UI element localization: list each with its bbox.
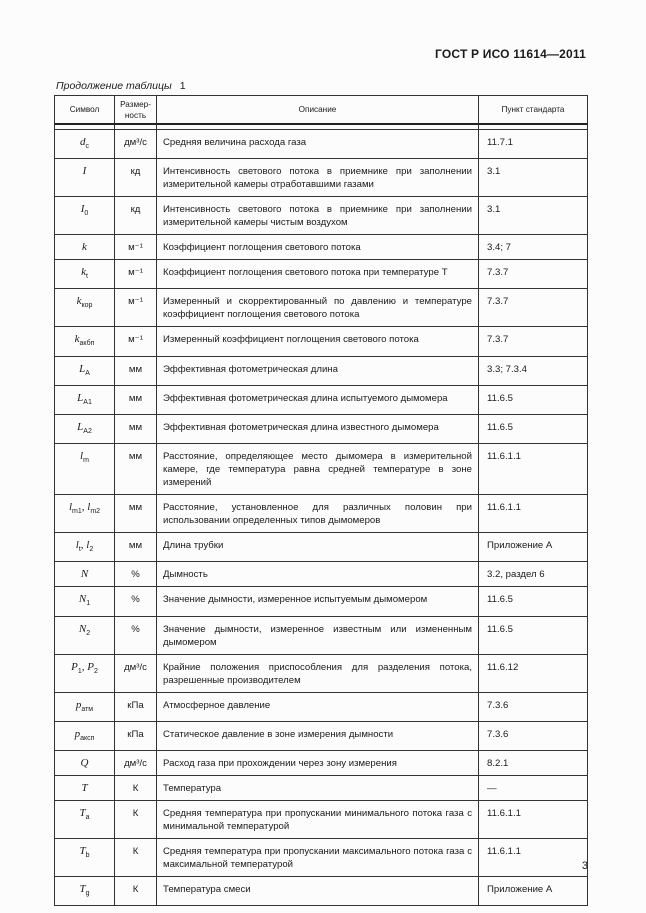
reference-cell: 3.1 xyxy=(479,197,588,235)
symbol-subscript: A2 xyxy=(83,428,92,436)
unit-cell: К xyxy=(115,876,157,905)
symbol-cell xyxy=(55,327,115,356)
symbol-subscript: t xyxy=(85,273,88,281)
symbol-cell xyxy=(55,587,115,616)
unit-cell: % xyxy=(115,616,157,654)
symbol-subscript: b xyxy=(85,852,90,860)
table-row xyxy=(55,414,588,443)
reference-cell: — xyxy=(479,775,588,800)
symbol-letter: l xyxy=(87,501,91,514)
symbol-letter: k xyxy=(82,241,87,254)
symbol-letter: L xyxy=(79,362,86,375)
symbol-separator: , xyxy=(81,660,88,673)
unit-cell: м⁻¹ xyxy=(115,260,157,289)
table-row xyxy=(55,130,588,159)
symbol-cell xyxy=(55,654,115,692)
symbol-cell xyxy=(55,197,115,235)
symbol-subscript: 2 xyxy=(89,546,94,554)
symbol-letter: p xyxy=(74,727,81,740)
description-cell: Интенсивность светового потока в приемнике при заполнении измерительной камеры чистым воздухом xyxy=(157,197,479,235)
symbol-subscript: m xyxy=(83,457,89,465)
symbol-cell xyxy=(55,562,115,587)
symbol-letter: P xyxy=(87,660,94,673)
description-cell: Крайние положения приспособления для разделения потока, разрешенные производителем xyxy=(157,654,479,692)
description-cell: Измеренный и скорректированный по давлению и температуре коэффициент поглощения светового потока xyxy=(157,289,479,327)
description-cell: Значение дымности, измеренное испытуемым дымомером xyxy=(157,587,479,616)
symbol-subscript: m1 xyxy=(72,508,82,516)
unit-header-text: Размер- ность xyxy=(120,99,151,120)
symbol-cell xyxy=(55,616,115,654)
symbol-subscript: a xyxy=(85,814,90,822)
unit-cell: дм³/с xyxy=(115,750,157,775)
table-row xyxy=(55,197,588,235)
symbols-table xyxy=(54,95,588,906)
unit-cell: мм xyxy=(115,533,157,562)
description-cell: Расстояние, определяющее место дымомера в измерительной камере, где температура равна средней температуре в зоне измерений xyxy=(157,444,479,495)
reference-cell: 11.6.1.1 xyxy=(479,495,588,533)
table-row xyxy=(55,444,588,495)
symbol-cell xyxy=(55,444,115,495)
reference-cell: Приложение А xyxy=(479,533,588,562)
table-caption xyxy=(56,80,186,92)
column-header-reference: Пункт стандарта xyxy=(479,96,588,125)
unit-cell: м⁻¹ xyxy=(115,327,157,356)
table-body xyxy=(55,124,588,906)
symbol-subscript: c xyxy=(85,143,89,151)
symbol-letter: k xyxy=(74,333,80,346)
table-row xyxy=(55,692,588,721)
table-row xyxy=(55,562,588,587)
symbol-cell xyxy=(55,130,115,159)
symbol-letter: d xyxy=(80,136,86,148)
symbol-cell xyxy=(55,775,115,800)
table-row xyxy=(55,356,588,385)
symbol-subscript: кор xyxy=(81,302,93,310)
reference-cell: 11.6.5 xyxy=(479,385,588,414)
description-cell: Длина трубки xyxy=(157,533,479,562)
symbol-cell xyxy=(55,289,115,327)
symbol-letter: I xyxy=(82,165,87,178)
symbol-subscript: A1 xyxy=(83,398,92,406)
symbol-separator: , xyxy=(80,539,87,552)
symbol-cell xyxy=(55,260,115,289)
symbol-cell xyxy=(55,533,115,562)
column-header-unit xyxy=(115,96,157,125)
symbol-subscript: t xyxy=(78,546,81,554)
symbol-letter: T xyxy=(79,844,86,857)
symbol-subscript: 1 xyxy=(77,667,82,675)
symbol-letter: L xyxy=(77,391,84,404)
unit-cell: кПа xyxy=(115,721,157,750)
description-cell: Средняя температура при пропускании минимального потока газа с минимальной температурой xyxy=(157,800,479,838)
description-cell: Коэффициент поглощения светового потока при температуре T xyxy=(157,260,479,289)
unit-cell: К xyxy=(115,800,157,838)
symbol-cell xyxy=(55,495,115,533)
table-row xyxy=(55,775,588,800)
symbol-letter: P xyxy=(71,660,78,673)
unit-cell: К xyxy=(115,775,157,800)
description-cell: Статическое давление в зоне измерения дымности xyxy=(157,721,479,750)
symbol-cell xyxy=(55,235,115,260)
table-row xyxy=(55,800,588,838)
symbol-cell xyxy=(55,721,115,750)
reference-cell: 11.6.5 xyxy=(479,587,588,616)
reference-cell: 7.3.6 xyxy=(479,721,588,750)
caption-number: 1 xyxy=(179,80,186,92)
table-row xyxy=(55,838,588,876)
table-row xyxy=(55,750,588,775)
unit-cell: мм xyxy=(115,385,157,414)
symbol-subscript: акбп xyxy=(79,340,95,348)
table-row xyxy=(55,495,588,533)
table-row xyxy=(55,654,588,692)
unit-cell: м⁻¹ xyxy=(115,235,157,260)
symbol-subscript: атм xyxy=(81,705,94,713)
symbol-letter: T xyxy=(79,806,86,819)
reference-cell: 11.6.1.1 xyxy=(479,444,588,495)
symbol-cell xyxy=(55,800,115,838)
table-row xyxy=(55,289,588,327)
symbol-subscript: аксп xyxy=(80,734,95,742)
symbol-letter: N xyxy=(80,568,89,581)
symbol-separator: , xyxy=(81,501,88,514)
table-row xyxy=(55,876,588,905)
symbol-subscript: 0 xyxy=(84,210,89,218)
symbol-cell xyxy=(55,838,115,876)
symbol-letter: l xyxy=(75,539,79,552)
description-cell: Эффективная фотометрическая длина известного дымомера xyxy=(157,414,479,443)
reference-cell: 11.6.1.1 xyxy=(479,838,588,876)
column-header-description: Описание xyxy=(157,96,479,125)
reference-cell: 7.3.7 xyxy=(479,260,588,289)
symbol-cell xyxy=(55,750,115,775)
symbol-letter: l xyxy=(80,450,84,463)
description-cell: Коэффициент поглощения светового потока xyxy=(157,235,479,260)
unit-cell: кПа xyxy=(115,692,157,721)
symbol-letter: N xyxy=(78,593,87,606)
unit-cell: дм³/с xyxy=(115,654,157,692)
symbol-subscript: m2 xyxy=(90,508,101,516)
description-cell: Средняя величина расхода газа xyxy=(157,130,479,159)
reference-cell: 8.2.1 xyxy=(479,750,588,775)
table-row xyxy=(55,159,588,197)
table-row xyxy=(55,587,588,616)
symbol-cell xyxy=(55,414,115,443)
reference-cell: 11.6.12 xyxy=(479,654,588,692)
description-cell: Температура xyxy=(157,775,479,800)
description-cell: Интенсивность светового потока в приемнике при заполнении измерительной камеры отработавшими газами xyxy=(157,159,479,197)
symbol-subscript: 2 xyxy=(93,667,98,675)
symbol-subscript: 2 xyxy=(86,629,91,637)
table-row xyxy=(55,721,588,750)
description-cell: Средняя температура при пропускании максимального потока газа с максимальной температурой xyxy=(157,838,479,876)
symbol-cell xyxy=(55,385,115,414)
unit-cell: мм xyxy=(115,495,157,533)
reference-cell: 3.1 xyxy=(479,159,588,197)
reference-cell: 7.3.6 xyxy=(479,692,588,721)
reference-cell: 3.3; 7.3.4 xyxy=(479,356,588,385)
table-row xyxy=(55,235,588,260)
reference-cell: 11.6.1.1 xyxy=(479,800,588,838)
unit-cell: мм xyxy=(115,414,157,443)
unit-cell: кд xyxy=(115,159,157,197)
reference-cell: 11.6.5 xyxy=(479,414,588,443)
symbol-cell xyxy=(55,876,115,905)
symbol-letter: l xyxy=(68,501,73,514)
unit-cell: м⁻¹ xyxy=(115,289,157,327)
table-row xyxy=(55,616,588,654)
unit-cell: дм³/с xyxy=(115,130,157,159)
unit-cell: мм xyxy=(115,444,157,495)
description-cell: Измеренный коэффициент поглощения светового потока xyxy=(157,327,479,356)
description-cell: Дымность xyxy=(157,562,479,587)
standard-code: ГОСТ Р ИСО 11614—2011 xyxy=(435,47,586,61)
symbol-cell xyxy=(55,692,115,721)
table-row xyxy=(55,533,588,562)
description-cell: Эффективная фотометрическая длина xyxy=(157,356,479,385)
table-header-row xyxy=(55,96,588,125)
table-row xyxy=(55,327,588,356)
unit-cell: мм xyxy=(115,356,157,385)
symbol-letter: Q xyxy=(80,756,89,769)
description-cell: Расстояние, установленное для различных половин при использовании определенных типов дымомеров xyxy=(157,495,479,533)
table-row xyxy=(55,260,588,289)
symbol-subscript: 1 xyxy=(86,600,91,608)
reference-cell: 3.4; 7 xyxy=(479,235,588,260)
symbol-cell xyxy=(55,159,115,197)
page-number: 3 xyxy=(581,860,588,872)
symbol-letter: N xyxy=(78,622,87,635)
symbol-subscript: g xyxy=(85,890,90,898)
symbol-letter: p xyxy=(75,698,82,711)
description-cell: Расход газа при прохождении через зону измерения xyxy=(157,750,479,775)
symbol-letter: L xyxy=(77,420,84,433)
symbol-letter: T xyxy=(81,781,88,794)
symbol-cell xyxy=(55,356,115,385)
reference-cell: 11.7.1 xyxy=(479,130,588,159)
symbol-letter: T xyxy=(79,882,86,895)
table-row xyxy=(55,385,588,414)
unit-cell: кд xyxy=(115,197,157,235)
symbol-letter: l xyxy=(86,539,90,552)
reference-cell: Приложение А xyxy=(479,876,588,905)
reference-cell: 11.6.5 xyxy=(479,616,588,654)
symbol-letter: k xyxy=(81,266,86,279)
description-cell: Эффективная фотометрическая длина испытуемого дымомера xyxy=(157,385,479,414)
reference-cell: 3.2, раздел 6 xyxy=(479,562,588,587)
symbol-subscript: A xyxy=(85,369,90,377)
description-cell: Атмосферное давление xyxy=(157,692,479,721)
symbol-letter: I xyxy=(80,203,85,216)
reference-cell: 7.3.7 xyxy=(479,327,588,356)
column-header-symbol: Символ xyxy=(55,96,115,125)
unit-cell: % xyxy=(115,562,157,587)
description-cell: Значение дымности, измеренное известным или измененным дымомером xyxy=(157,616,479,654)
unit-cell: % xyxy=(115,587,157,616)
reference-cell: 7.3.7 xyxy=(479,289,588,327)
description-cell: Температура смеси xyxy=(157,876,479,905)
caption-text: Продолжение таблицы xyxy=(56,80,172,92)
symbol-letter: k xyxy=(76,295,82,308)
unit-cell: К xyxy=(115,838,157,876)
